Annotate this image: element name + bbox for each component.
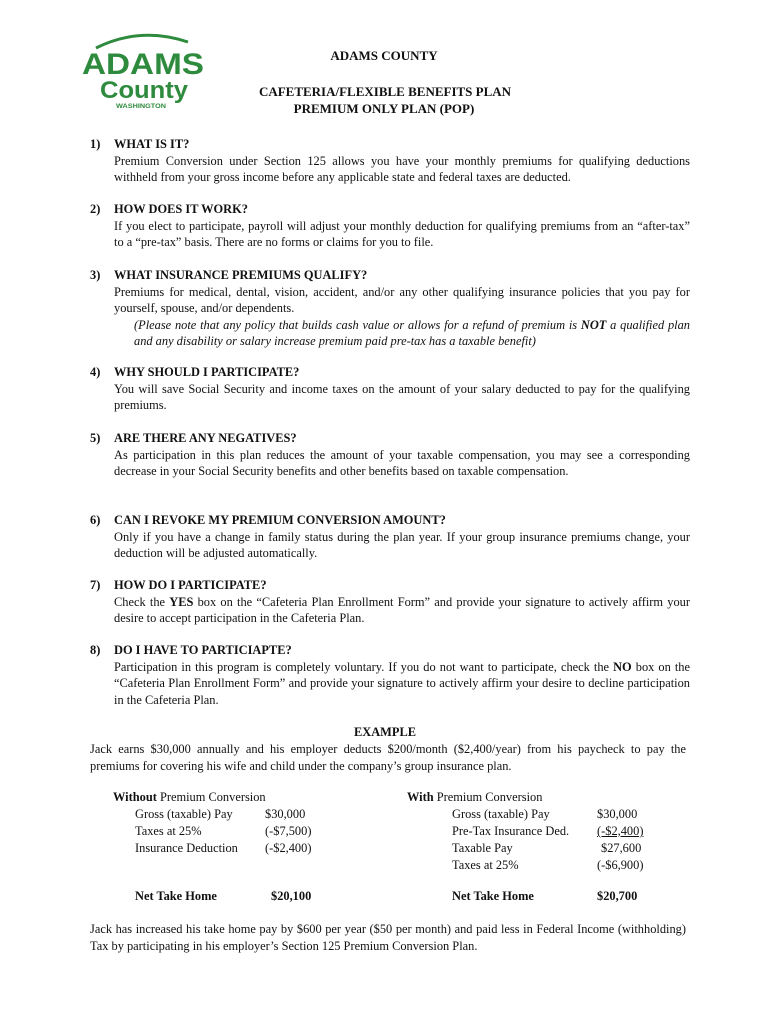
- section-title: ARE THERE ANY NEGATIVES?: [114, 431, 297, 445]
- section-number: 7): [90, 578, 101, 592]
- with-row-value: $27,600: [601, 841, 642, 855]
- body-emphasis: NO: [613, 659, 632, 674]
- with-row-value: (-$6,900): [597, 858, 644, 872]
- section-8: [90, 642, 690, 708]
- without-heading-rest: Premium Conversion: [156, 790, 266, 804]
- note-text-b: a qualified plan and any disability or salary increase premium paid pre-tax has a taxable benefit): [134, 317, 690, 348]
- section-body: Premiums for medical, dental, vision, accident, and/or any other qualifying insurance policies that you pay for yourself, spouse, and/or dependents.: [114, 284, 690, 315]
- with-row-label: Pre-Tax Insurance Ded.: [452, 824, 570, 838]
- section-title: HOW DO I PARTICIPATE?: [114, 578, 267, 592]
- section-4: [90, 364, 690, 414]
- header-org: [0, 48, 770, 65]
- section-title: WHAT IS IT?: [114, 137, 190, 151]
- header-title-2-text: PREMIUM ONLY PLAN (POP): [293, 101, 475, 116]
- section-number: 8): [90, 643, 101, 657]
- with-row-label: Gross (taxable) Pay: [452, 807, 550, 821]
- section-body: You will save Social Security and income taxes on the amount of your salary deducted to pay for the qualifying premiums.: [114, 381, 690, 412]
- with-net-label: Net Take Home: [452, 889, 534, 903]
- with-conversion-table: [407, 789, 677, 919]
- section-number: 2): [90, 202, 101, 216]
- section-body: Only if you have a change in family status during the plan year. If your group insurance premiums change, your deduction will be adjusted automatically.: [114, 529, 690, 560]
- header-org-text: ADAMS COUNTY: [330, 48, 438, 63]
- header-title-2: [0, 101, 770, 118]
- with-net-value: $20,700: [597, 889, 638, 903]
- section-title: HOW DOES IT WORK?: [114, 202, 248, 216]
- section-title: WHY SHOULD I PARTICIPATE?: [114, 365, 300, 379]
- section-body: [114, 659, 690, 709]
- without-row-value: (-$2,400): [265, 841, 312, 855]
- section-title: WHAT INSURANCE PREMIUMS QUALIFY?: [114, 268, 368, 282]
- with-row-label: Taxes at 25%: [452, 858, 519, 872]
- note-text-a: (Please note that any policy that builds cash value or allows for a refund of premium is: [134, 317, 581, 332]
- body-emphasis: YES: [169, 594, 194, 609]
- without-net-value: $20,100: [271, 889, 312, 903]
- section-body: As participation in this plan reduces the amount of your taxable compensation, you may see a corresponding decrease in your Social Security benefits and other benefits based on taxable compensation.: [114, 447, 690, 478]
- logo-text-county: County: [100, 77, 189, 104]
- note-emphasis: NOT: [580, 317, 607, 332]
- section-title: CAN I REVOKE MY PREMIUM CONVERSION AMOUNT?: [114, 513, 446, 527]
- example-title: EXAMPLE: [354, 725, 416, 739]
- without-row-label: Insurance Deduction: [135, 841, 238, 855]
- without-net-label: Net Take Home: [135, 889, 217, 903]
- section-2: [90, 201, 690, 251]
- section-number: 6): [90, 513, 101, 527]
- without-heading: [113, 789, 266, 806]
- without-heading-bold: Without: [113, 790, 157, 804]
- with-heading-rest: Premium Conversion: [433, 790, 543, 804]
- with-row-value: (-$2,400): [597, 824, 644, 838]
- section-number: 4): [90, 365, 101, 379]
- section-6: [90, 512, 690, 562]
- example-intro: Jack earns $30,000 annually and his employer deducts $200/month ($2,400/year) from his paycheck to pay the premiums for covering his wife and child under the company’s group insurance plan.: [90, 742, 686, 773]
- body-text-b: box on the “Cafeteria Plan Enrollment Form” and provide your signature to actively affirm your desire to decline participation in the Cafeteria Plan.: [114, 659, 690, 707]
- section-body: Premium Conversion under Section 125 allows you have your monthly premiums for qualifying deductions withheld from your gross income before any applicable state and federal taxes are deducted.: [114, 153, 690, 184]
- with-heading-bold: With: [407, 790, 434, 804]
- with-row-label: Taxable Pay: [452, 841, 513, 855]
- logo-text-washington: WASHINGTON: [116, 103, 167, 108]
- header-title-1: [0, 84, 770, 101]
- with-row-value: $30,000: [597, 807, 638, 821]
- body-text-a: Check the: [114, 594, 170, 609]
- section-1: [90, 136, 690, 186]
- section-body: [114, 594, 690, 627]
- section-number: 5): [90, 431, 101, 445]
- without-row-value: $30,000: [265, 807, 306, 821]
- with-heading: [407, 789, 542, 806]
- header-title-1-text: CAFETERIA/FLEXIBLE BENEFITS PLAN: [258, 84, 512, 99]
- section-note: [134, 317, 690, 350]
- without-row-value: (-$7,500): [265, 824, 312, 838]
- without-row-label: Gross (taxable) Pay: [135, 807, 233, 821]
- section-number: 3): [90, 268, 101, 282]
- section-title: DO I HAVE TO PARTICIAPTE?: [114, 643, 292, 657]
- section-body: If you elect to participate, payroll will adjust your monthly deduction for qualifying premiums from an “after-tax” to a “pre-tax” basis. There are no forms or claims for you to file.: [114, 218, 690, 249]
- body-text-a: Participation in this program is completely voluntary. If you do not want to participate, check the: [114, 659, 614, 674]
- example-conclusion: Jack has increased his take home pay by $600 per year ($50 per month) and paid less in Federal Income (withholding) Tax by participating in his employer’s Section 125 Premium Conversion Plan.: [90, 922, 686, 953]
- section-3: [90, 267, 690, 350]
- without-conversion-table: [113, 789, 393, 919]
- section-5: [90, 430, 690, 480]
- body-text-b: box on the “Cafeteria Plan Enrollment Form” and provide your signature to actively affirm your desire to accept participation in the Cafeteria Plan.: [114, 594, 690, 625]
- section-number: 1): [90, 137, 101, 151]
- logo-text-adams: ADAMS: [82, 48, 204, 81]
- section-7: [90, 577, 690, 627]
- without-row-label: Taxes at 25%: [135, 824, 202, 838]
